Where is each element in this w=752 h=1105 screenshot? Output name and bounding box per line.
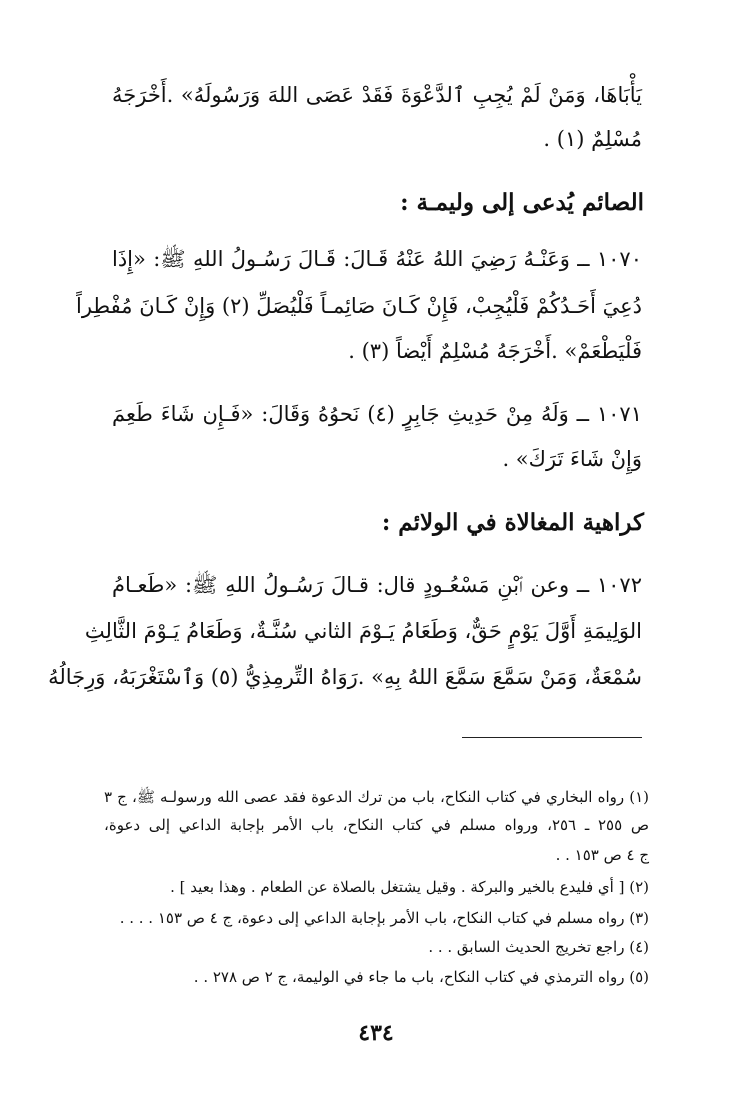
- text-line: سُمْعَةٌ، وَمَنْ سَمَّعَ سَمَّعَ اللهُ بِهِ» .رَوَاهُ التِّرمِذِيُّ (٥) وَٱسْتَغْرَبَهُ، وَرِجَالُهُ: [48, 665, 642, 689]
- text-line: دُعِيَ أَحَـدُكُمْ فَلْيُجِبْ، فَإِنْ كَـانَ صَائِمـاً فَلْيُصَلِّ (٢) وَإِنْ كَـانَ مُفْطِراً: [76, 294, 642, 318]
- text-line: يَأْبَاهَا، وَمَنْ لَمْ يُجِبِ ٱلدَّعْوَةَ فَقَدْ عَصَى اللهَ وَرَسُولَهُ» .أَخْرَجَهُ: [112, 83, 642, 107]
- footnote-line: (٢) [ أي فليدع بالخير والبركة . وقيل يشتغل بالصلاة عن الطعام . وهذا بعيد ] .: [170, 878, 649, 896]
- footnote-line: (٣) رواه مسلم في كتاب النكاح، باب الأمر بإجابة الداعي إلى دعوة، ج ٤ ص ١٥٣ . . . .: [119, 909, 649, 927]
- text-line: ١٠٧٠ ــ وَعَنْـهُ رَضِيَ اللهُ عَنْهُ قَـالَ: قَـالَ رَسُـولُ اللهِ ﷺ: «إِذَا: [112, 247, 642, 271]
- text-line: مُسْلِمٌ (١) .: [543, 127, 642, 151]
- text-line: وَإِنْ شَاءَ تَرَكَ» .: [502, 447, 642, 471]
- footnote-separator: [462, 737, 642, 738]
- text-line: الوَلِيمَةِ أَوَّلَ يَوْمٍ حَقٌّ، وَطَعَامُ يَـوْمَ الثاني سُنَّـةٌ، وَطَعَامُ يَـوْمَ الثَّالِثِ: [84, 619, 642, 643]
- text-line: ١٠٧٢ ــ وعن ٱبْنِ مَسْعُـودٍ قال: قـالَ رَسُـولُ اللهِ ﷺ: «طَعـامُ: [112, 573, 642, 597]
- text-line: فَلْيَطْعَمْ» .أَخْرَجَهُ مُسْلِمٌ أَيْضاً (٣) .: [348, 339, 642, 363]
- footnote-line: ص ٢٥٥ ـ ٢٥٦، ورواه مسلم في كتاب النكاح، باب الأمر بإجابة الداعي إلى دعوة،: [104, 816, 650, 834]
- section-heading: كراهية المغالاة في الولائم :: [381, 509, 644, 536]
- section-heading: الصائم يُدعى إلى وليمـة :: [400, 189, 644, 216]
- page-number: ٤٣٤: [358, 1020, 394, 1046]
- footnote-line: (٤) راجع تخريج الحديث السابق . . .: [428, 938, 649, 956]
- text-line: ١٠٧١ ــ وَلَهُ مِنْ حَدِيثِ جَابِرٍ (٤) نَحوُهُ وَقَالَ: «فَـإِن شَاءَ طَعِمَ: [112, 402, 642, 426]
- footnote-line: ج ٤ ص ١٥٣ . .: [555, 846, 649, 864]
- footnote-line: (٥) رواه الترمذي في كتاب النكاح، باب ما جاء في الوليمة، ج ٢ ص ٢٧٨ . .: [193, 968, 649, 986]
- footnote-line: (١) رواه البخاري في كتاب النكاح، باب من ترك الدعوة فقد عصى الله ورسولـه ﷺ، ج ٣: [104, 788, 649, 806]
